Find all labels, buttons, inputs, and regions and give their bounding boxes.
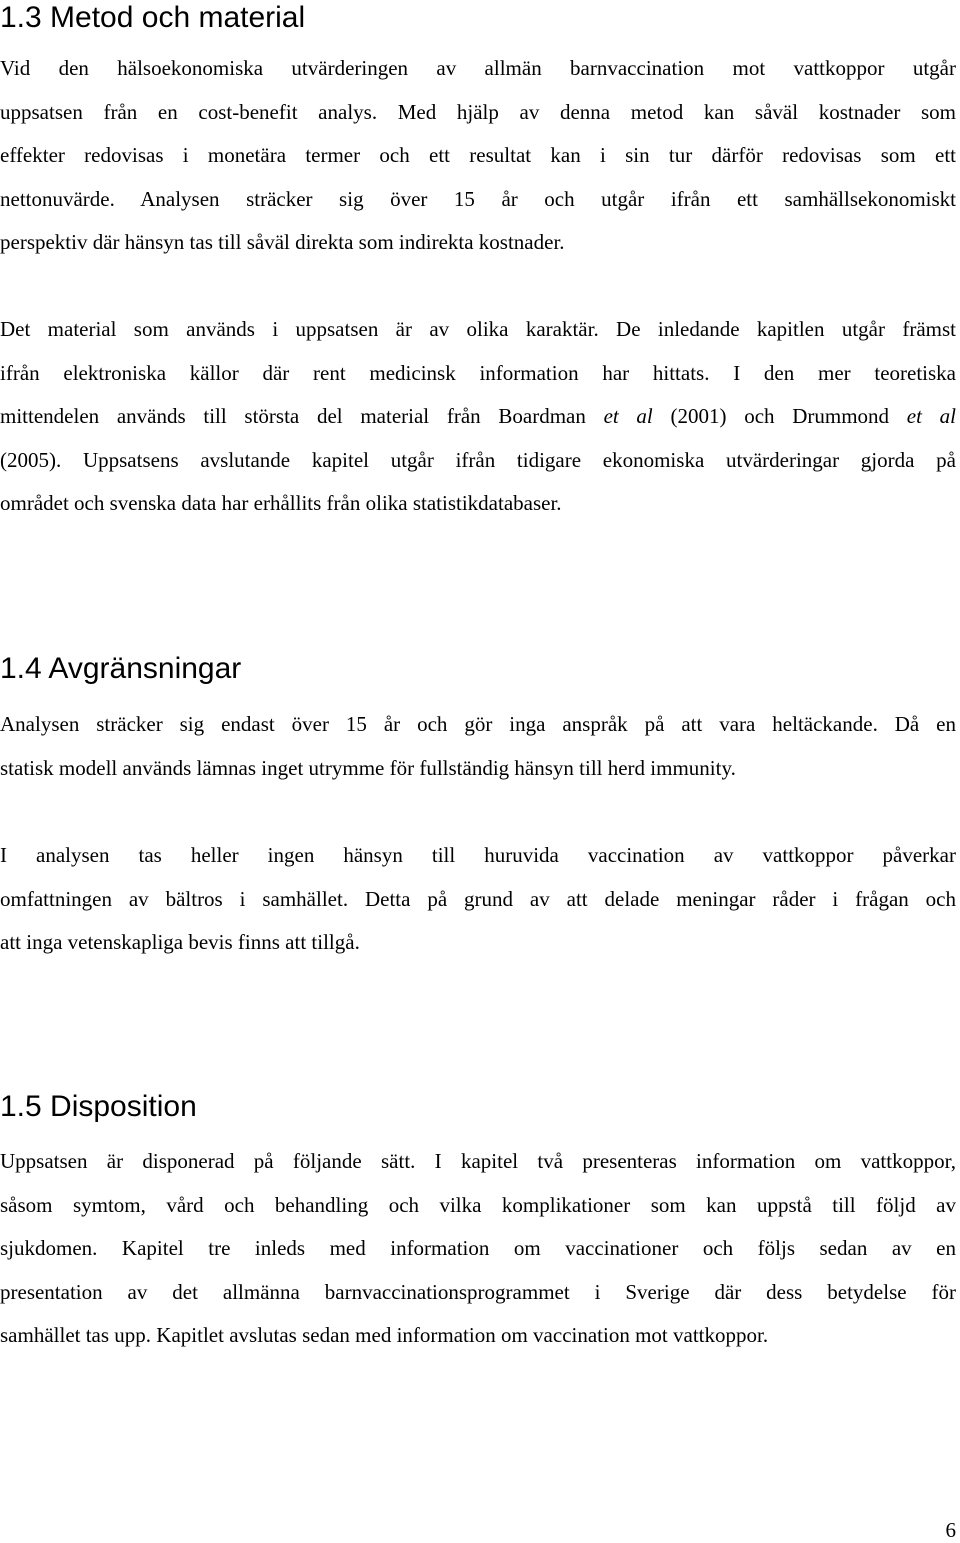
page-number: 6 bbox=[945, 1518, 956, 1542]
section-heading-avgransningar: 1.4 Avgränsningar bbox=[0, 652, 242, 685]
text-line: området och svenska data har erhållits från olika statistikdatabaser. bbox=[0, 491, 562, 515]
text-line: Vid den hälsoekonomiska utvärderingen av allmän barnvaccination mot vattkoppor utgår bbox=[0, 56, 956, 80]
text-line: sjukdomen. Kapitel tre inleds med information om vaccinationer och följs sedan av en bbox=[0, 1236, 956, 1260]
text-line: ifrån elektroniska källor där rent medicinsk information har hittats. I den mer teoretiska bbox=[0, 360, 956, 385]
section-heading-disposition: 1.5 Disposition bbox=[0, 1090, 197, 1123]
text-run: mittendelen används till största del material från Boardman bbox=[0, 404, 604, 428]
section-heading-metod: 1.3 Metod och material bbox=[0, 1, 306, 34]
text-line: Det material som används i uppsatsen är av olika karaktär. De inledande kapitlen utgår främst bbox=[0, 317, 956, 341]
text-line: samhället tas upp. Kapitlet avslutas sedan med information om vaccination mot vattkoppor. bbox=[0, 1323, 769, 1347]
paragraph-metod-1 bbox=[0, 47, 956, 265]
text-line: effekter redovisas i monetära termer och ett resultat kan i sin tur därför redovisas som ett bbox=[0, 143, 956, 167]
text-run: (2001) och Drummond bbox=[652, 404, 907, 428]
citation-et-al: et al bbox=[906, 404, 956, 428]
text-line: Uppsatsen är disponerad på följande sätt. I kapitel två presenteras information om vattkoppor, bbox=[0, 1149, 956, 1173]
text-line: I analysen tas heller ingen hänsyn till huruvida vaccination av vattkoppor påverkar bbox=[0, 843, 956, 867]
text-line: nettonuvärde. Analysen sträcker sig över 15 år och utgår ifrån ett samhällsekonomiskt bbox=[0, 186, 956, 211]
text-line: att inga vetenskapliga bevis finns att tillgå. bbox=[0, 930, 360, 954]
citation-et-al: et al bbox=[603, 404, 653, 428]
paragraph-avgransningar-2 bbox=[0, 834, 956, 965]
text-line-mixed bbox=[0, 395, 956, 439]
text-line: omfattningen av bältros i samhället. Detta på grund av att delade meningar råder i frågan och bbox=[0, 886, 956, 911]
text-line: presentation av det allmänna barnvaccinationsprogrammet i Sverige där dess betydelse för bbox=[0, 1279, 956, 1304]
text-line: (2005). Uppsatsens avslutande kapitel utgår ifrån tidigare ekonomiska utvärderingar gjorda på bbox=[0, 447, 956, 472]
text-line: såsom symtom, vård och behandling och vilka komplikationer som kan uppstå till följd av bbox=[0, 1192, 956, 1217]
text-line: perspektiv där hänsyn tas till såväl direkta som indirekta kostnader. bbox=[0, 230, 565, 254]
paragraph-disposition bbox=[0, 1140, 956, 1358]
paragraph-avgransningar-1 bbox=[0, 703, 956, 790]
paragraph-metod-2 bbox=[0, 308, 956, 526]
text-line: Analysen sträcker sig endast över 15 år och gör inga anspråk på att vara heltäckande. Då en bbox=[0, 712, 956, 736]
text-line: uppsatsen från en cost-benefit analys. Med hjälp av denna metod kan såväl kostnader som bbox=[0, 99, 956, 124]
text-line: statisk modell används lämnas inget utrymme för fullständig hänsyn till herd immunity. bbox=[0, 755, 736, 780]
